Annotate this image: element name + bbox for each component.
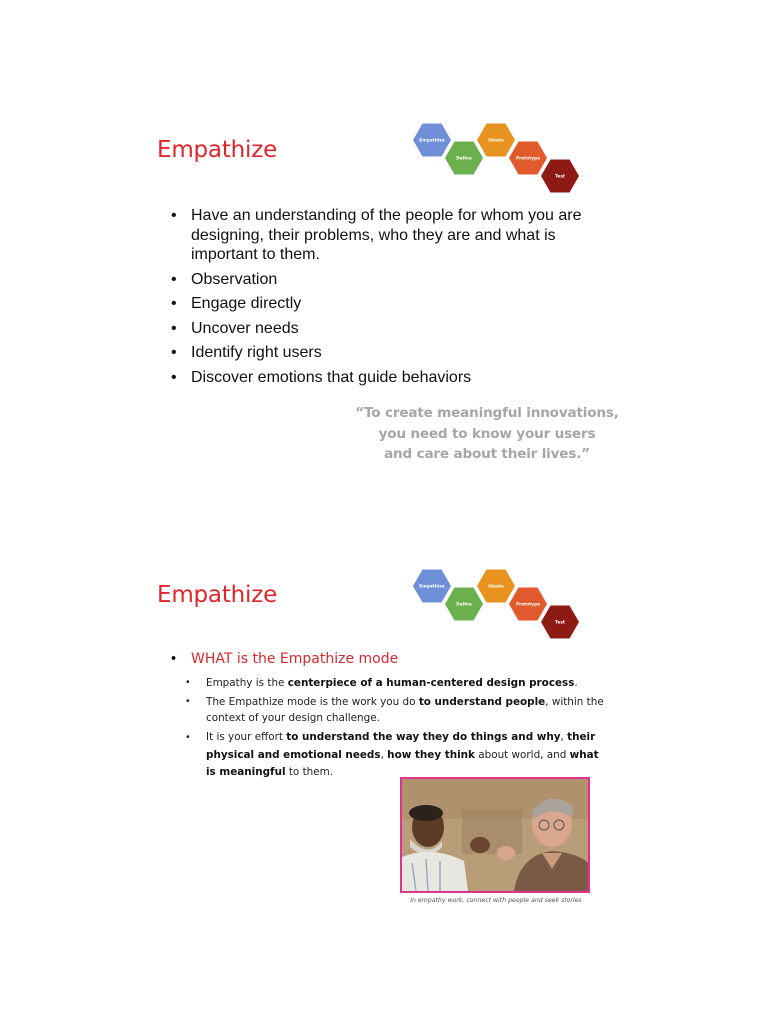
process-step-label: Prototype bbox=[515, 602, 541, 608]
bold-text-run: to understand the way they do things and why bbox=[286, 731, 561, 743]
bullet-item bbox=[171, 294, 611, 314]
slide-2 bbox=[0, 512, 768, 1024]
bullet-text: Have an understanding of the people for whom you are designing, their problems, who they are and what is important to them. bbox=[191, 207, 582, 263]
process-hexagons bbox=[410, 120, 585, 200]
sub-bullet-list bbox=[186, 675, 606, 785]
text-run: Empathy is the bbox=[206, 677, 288, 689]
process-step-label: Test bbox=[555, 620, 565, 626]
process-step-label: Define bbox=[456, 602, 472, 608]
text-run: , within the context of your design challenge. bbox=[206, 696, 604, 724]
bullet-text: Identify right users bbox=[191, 344, 322, 361]
process-step-prototype bbox=[509, 142, 547, 175]
user-quote bbox=[352, 403, 622, 465]
quote-line: and care about their lives.” bbox=[384, 446, 590, 462]
slide-title: Empathize bbox=[157, 582, 278, 608]
bullet-text: Uncover needs bbox=[191, 319, 299, 337]
text-run: about world, and bbox=[474, 748, 570, 761]
bullet-item bbox=[171, 343, 611, 363]
process-step-ideate bbox=[477, 124, 515, 157]
bullet-text: Observation bbox=[191, 270, 278, 288]
bullet-marker: • bbox=[171, 344, 177, 361]
process-step-label: Ideate bbox=[488, 584, 504, 590]
quote-line: “To create meaningful innovations, bbox=[355, 405, 619, 421]
photo-illustration bbox=[402, 779, 588, 891]
bullet-item bbox=[171, 319, 611, 339]
bullet-marker: • bbox=[171, 270, 177, 288]
bold-text-run: how they think bbox=[387, 748, 475, 761]
bullet-text: Discover emotions that guide behaviors bbox=[191, 368, 472, 386]
quote-line: you need to know your users bbox=[378, 425, 596, 442]
bullet-marker: • bbox=[171, 319, 177, 337]
design-process-diagram bbox=[410, 566, 585, 646]
process-step-label: Define bbox=[456, 156, 472, 162]
process-step-label: Empathize bbox=[419, 138, 445, 144]
process-step-define bbox=[445, 588, 483, 621]
bullet-list bbox=[171, 206, 611, 392]
process-step-label: Test bbox=[555, 174, 565, 180]
text-run: , bbox=[380, 748, 388, 761]
process-step-prototype bbox=[509, 588, 547, 621]
process-step-label: Ideate bbox=[488, 138, 504, 144]
section-heading bbox=[171, 651, 398, 667]
bullet-text: Engage directly bbox=[191, 295, 302, 312]
slide-title: Empathize bbox=[157, 137, 278, 163]
bullet-marker: • bbox=[171, 295, 177, 312]
bold-text-run: their physical and emotional needs bbox=[206, 731, 596, 761]
bullet-item bbox=[171, 206, 611, 265]
photo-caption: In empathy work, connect with people and seek stories bbox=[410, 897, 582, 904]
process-step-label: Prototype bbox=[515, 156, 541, 162]
bold-text-run: centerpiece of a human-centered design process bbox=[287, 677, 575, 689]
text-run: , bbox=[560, 731, 568, 743]
bullet-item bbox=[171, 270, 611, 290]
sub-bullet-item bbox=[186, 675, 606, 691]
process-step-test bbox=[541, 160, 579, 193]
bold-text-run: what is meaningful bbox=[206, 748, 599, 778]
text-run: to them. bbox=[285, 766, 334, 778]
process-hexagons bbox=[410, 566, 585, 646]
bullet-marker: • bbox=[186, 696, 190, 707]
bullet-marker: • bbox=[186, 677, 190, 688]
process-step-empathize bbox=[413, 124, 451, 157]
bullet-marker: • bbox=[186, 732, 190, 743]
bold-text-run: to understand people bbox=[418, 696, 546, 708]
text-run: The Empathize mode is the work you do bbox=[206, 696, 419, 708]
sub-bullet-item bbox=[186, 729, 606, 782]
text-run: It is your effort bbox=[206, 731, 287, 743]
design-process-diagram bbox=[410, 120, 585, 200]
bullet-marker: • bbox=[171, 368, 177, 386]
process-step-empathize bbox=[413, 570, 451, 603]
bullet-marker: • bbox=[171, 651, 177, 667]
process-step-ideate bbox=[477, 570, 515, 603]
process-step-label: Empathize bbox=[419, 584, 445, 590]
empathy-photo bbox=[400, 777, 590, 893]
text-run: . bbox=[574, 677, 578, 689]
process-step-test bbox=[541, 606, 579, 639]
section-heading-text: WHAT is the Empathize mode bbox=[191, 651, 399, 667]
bullet-item bbox=[171, 368, 611, 388]
process-step-define bbox=[445, 142, 483, 175]
sub-bullet-item bbox=[186, 694, 606, 726]
bullet-marker: • bbox=[171, 207, 177, 224]
